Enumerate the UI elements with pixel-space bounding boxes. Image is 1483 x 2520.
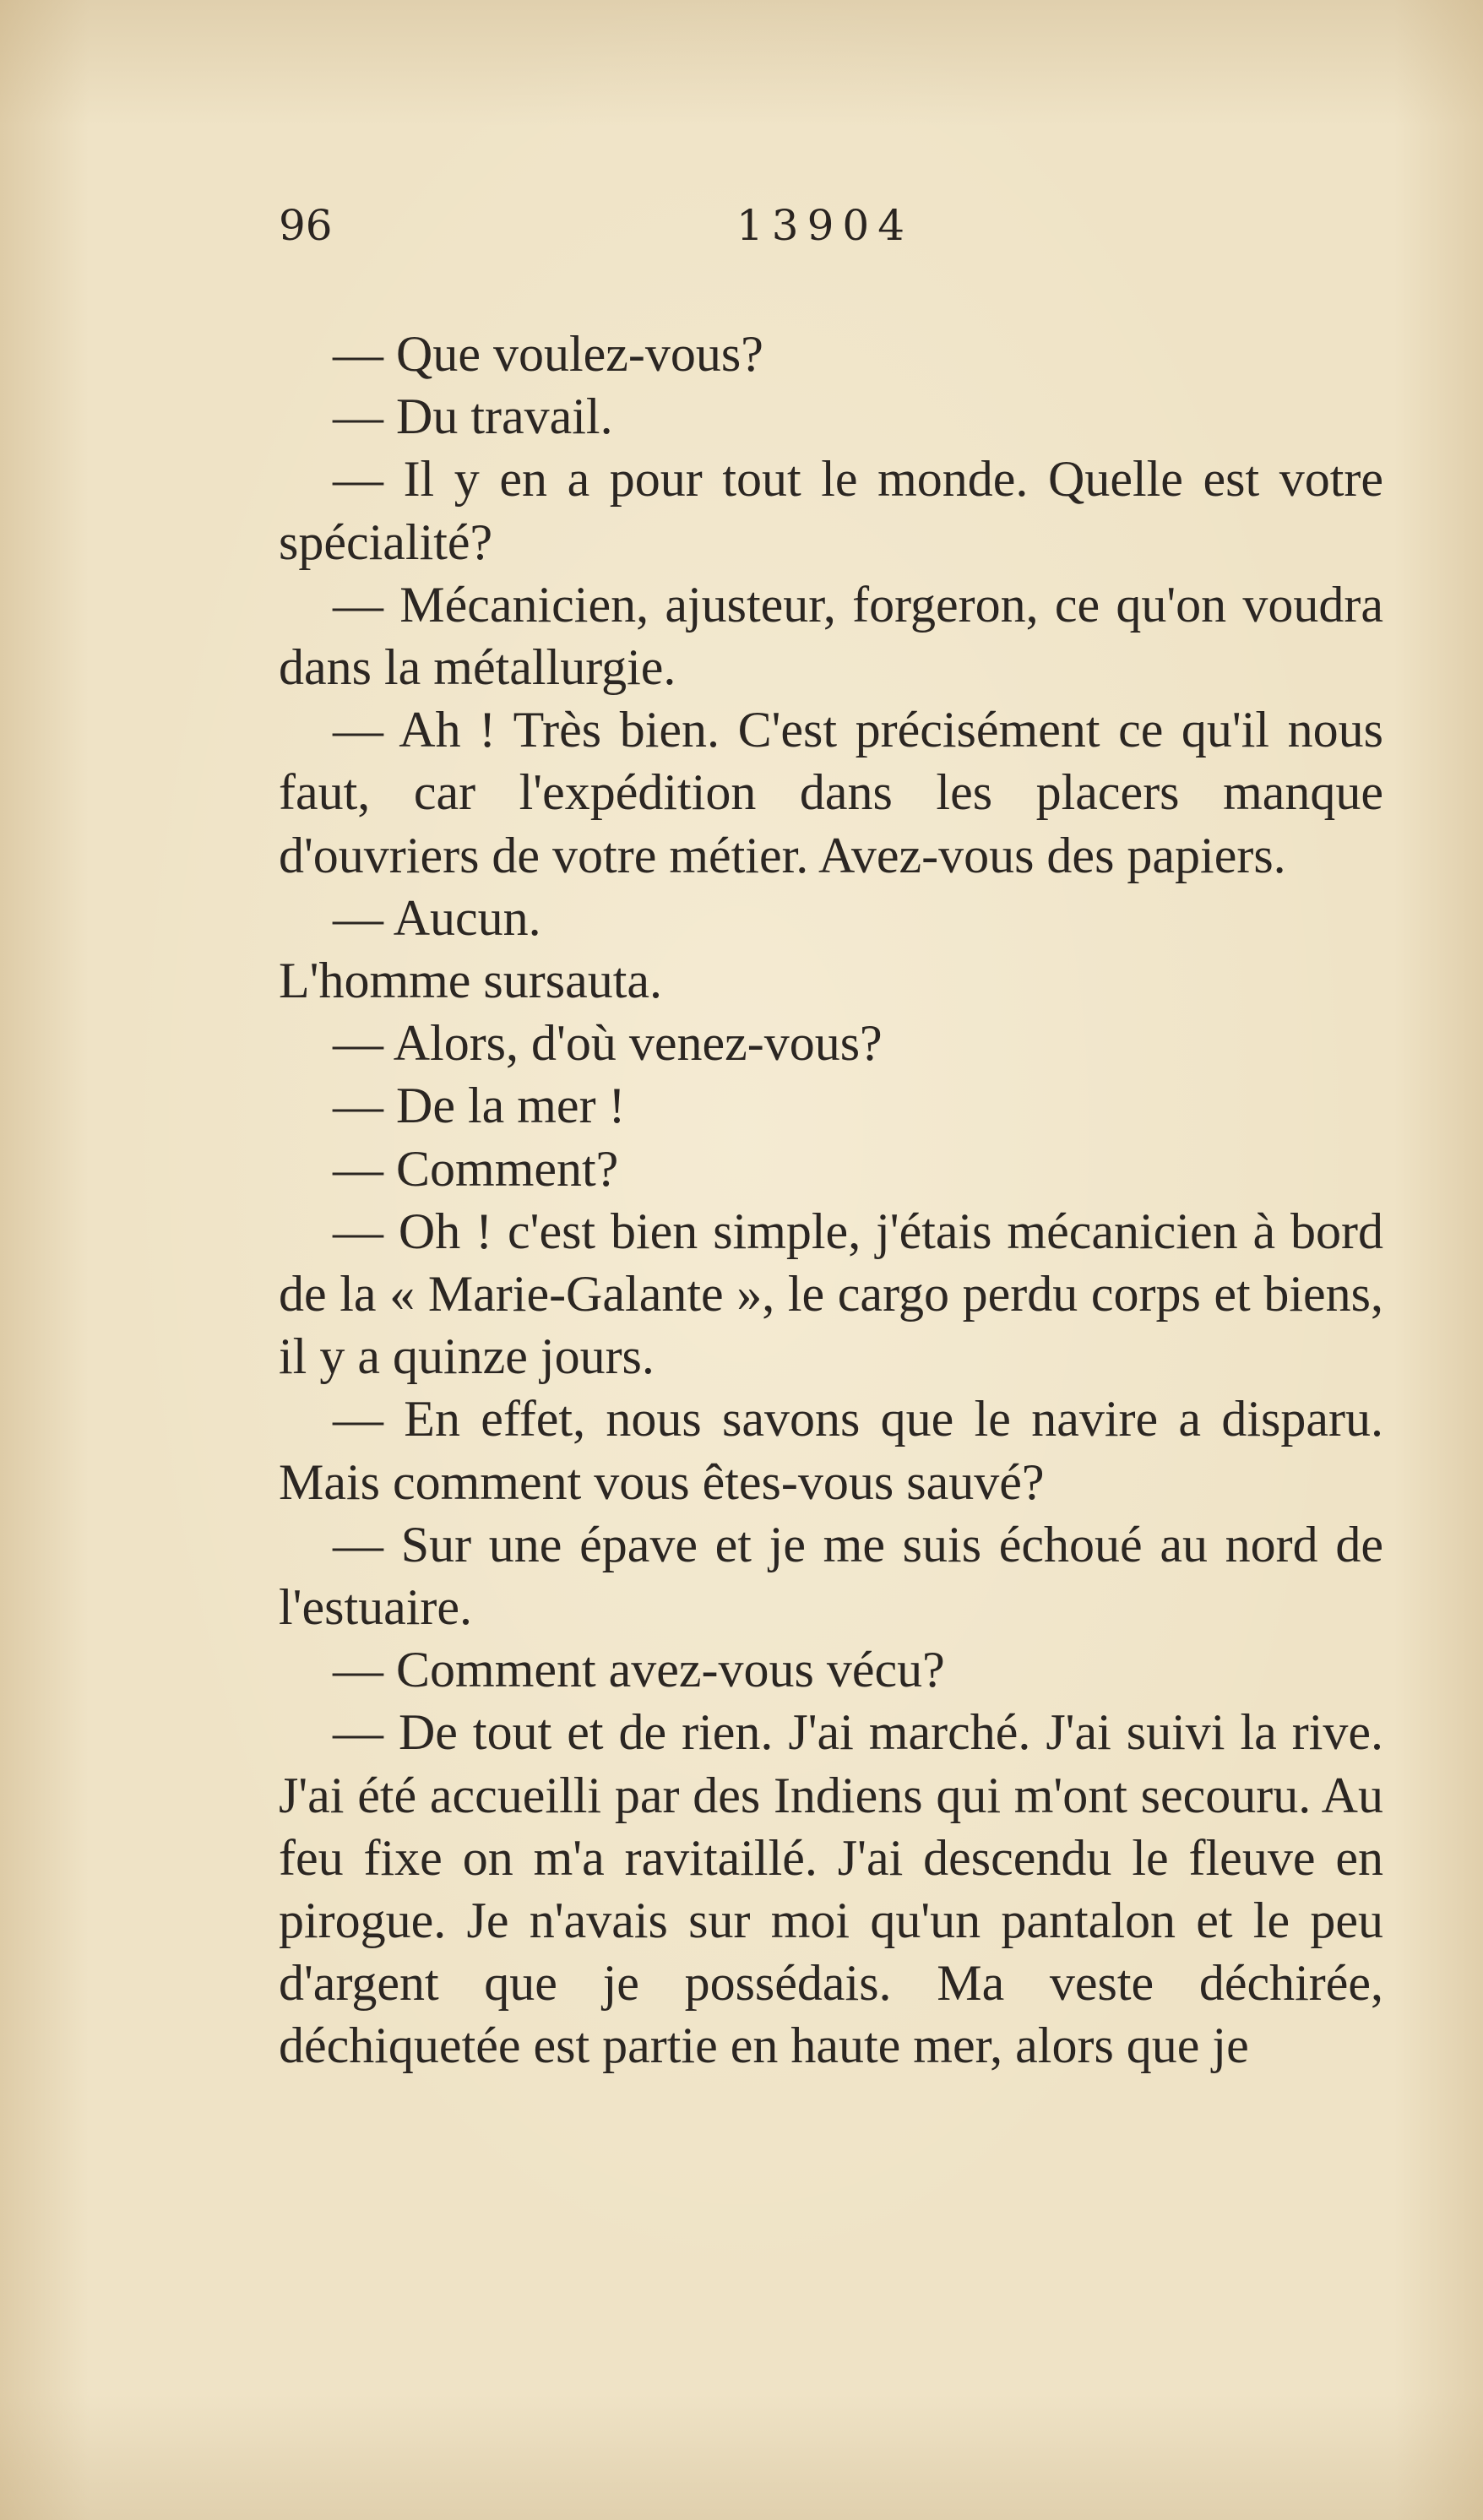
- page-number: 96: [279, 201, 333, 250]
- running-head: [279, 201, 946, 260]
- paragraph: — Ah ! Très bien. C'est précisément ce qu'il nous faut, car l'expédition dans les placers manque d'ouvriers de votre métier. Avez-vous des papiers.: [279, 702, 1383, 883]
- paragraph: — Mécanicien, ajusteur, forgeron, ce qu'on voudra dans la métallurgie.: [279, 576, 1383, 696]
- paragraph: — Du travail.: [333, 388, 613, 445]
- paragraph: — Il y en a pour tout le monde. Quelle est votre spécialité?: [279, 451, 1383, 570]
- paragraph: — Alors, d'où venez-vous?: [333, 1015, 883, 1072]
- paragraph: — Sur une épave et je me suis échoué au nord de l'estuaire.: [279, 1516, 1383, 1636]
- paragraph: — De tout et de rien. J'ai marché. J'ai suivi la rive. J'ai été accueilli par des Indiens qui m'ont secouru. Au feu fixe on m'a ravitaillé. J'ai descendu le fleuve en pirogue. Je n'avais sur moi qu'un pantalon et le peu d'argent que je possédais. Ma veste déchirée, déchiquetée est partie en haute mer, alors que je: [279, 1704, 1383, 2074]
- paragraph: — Comment avez-vous vécu?: [333, 1642, 945, 1698]
- paragraph: — Que voulez-vous?: [333, 326, 763, 382]
- paragraph: L'homme sursauta.: [279, 953, 663, 1009]
- paragraph: — Oh ! c'est bien simple, j'étais mécanicien à bord de la « Marie-Galante », le cargo perdu corps et biens, il y a quinze jours.: [279, 1203, 1383, 1385]
- running-title: 13904: [736, 201, 914, 250]
- paragraph: — Aucun.: [333, 889, 541, 946]
- paragraph: — Comment?: [333, 1140, 619, 1197]
- paragraph: — En effet, nous savons que le navire a disparu. Mais comment vous êtes-vous sauvé?: [279, 1391, 1383, 1510]
- paragraph: — De la mer !: [333, 1078, 626, 1134]
- body-text: [279, 323, 1383, 2077]
